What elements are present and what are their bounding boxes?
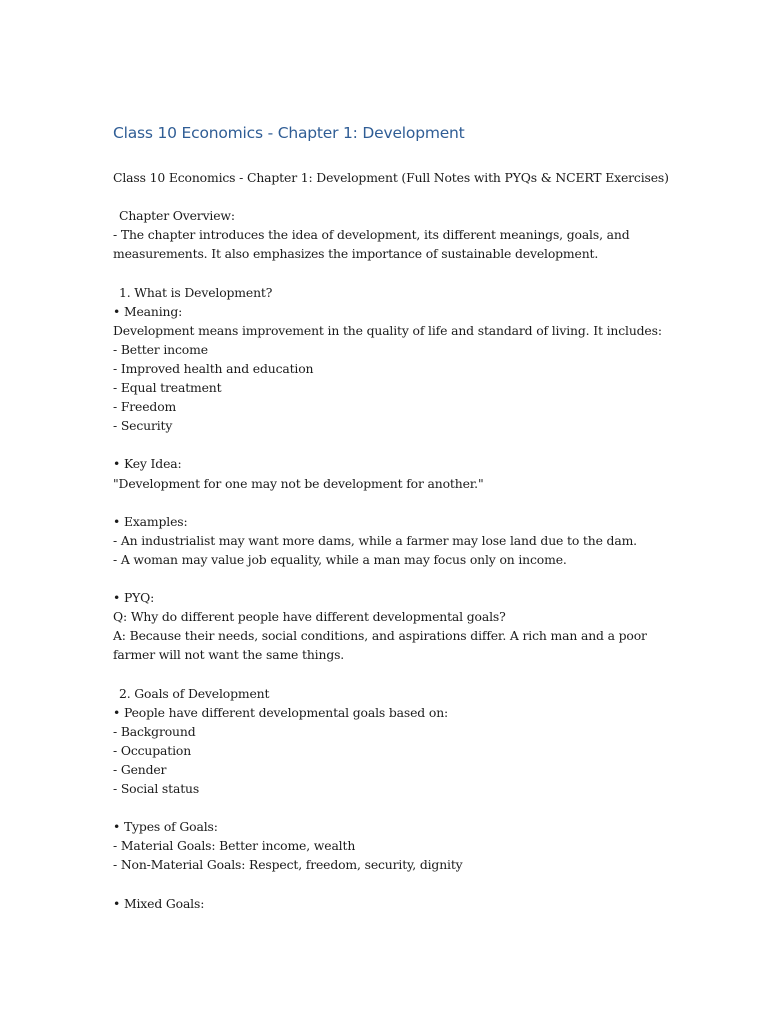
text-line: farmer will not want the same things. [113,647,345,663]
text-line: • Key Idea: [113,456,182,472]
blank-line [113,798,673,817]
text-line: • Types of Goals: [113,819,218,835]
text-line: - Material Goals: Better income, wealth [113,838,356,854]
text-line: A: Because their needs, social conditions, and aspirations differ. A rich man and a poor [113,628,647,644]
text-line: • PYQ: [113,590,155,606]
text-line: "Development for one may not be development for another." [113,475,484,491]
text-line: - Non-Material Goals: Respect, freedom, security, dignity [113,857,463,873]
document-heading: Class 10 Economics - Chapter 1: Development [113,124,465,142]
text-line: - Gender [113,761,167,777]
text-line: Class 10 Economics - Chapter 1: Development (Full Notes with PYQs & NCERT Exercises) [113,170,669,185]
text-line: - Security [113,418,173,434]
blank-line [113,874,673,893]
text-line: - A woman may value job equality, while a man may focus only on income. [113,551,567,567]
text-line: - Improved health and education [113,360,314,376]
blank-line [113,187,673,206]
text-line: Chapter Overview: [119,208,235,224]
text-line: - Equal treatment [113,380,222,396]
text-line: • Meaning: [113,303,183,319]
text-line: measurements. It also emphasizes the importance of sustainable development. [113,246,599,262]
text-line: 1. What is Development? [119,284,273,300]
text-line: • Examples: [113,513,188,529]
text-line: • People have different developmental goals based on: [113,704,449,720]
blank-line [113,664,673,683]
document-body [113,168,673,913]
text-line: 2. Goals of Development [119,685,270,701]
text-line: Development means improvement in the quality of life and standard of living. It includes: [113,322,662,338]
blank-line [113,493,673,512]
blank-line [113,263,673,282]
text-line: - Occupation [113,742,192,758]
text-line: - The chapter introduces the idea of development, its different meanings, goals, and [113,227,630,243]
text-line: - Social status [113,781,200,796]
blank-line [113,569,673,588]
text-line: • Mixed Goals: [113,895,205,911]
text-line: - Freedom [113,399,177,415]
blank-line [113,435,673,454]
text-line: - Better income [113,341,208,357]
text-line: - Background [113,723,196,739]
text-line: Q: Why do different people have different developmental goals? [113,609,506,625]
text-line: - An industrialist may want more dams, while a farmer may lose land due to the dam. [113,532,637,548]
